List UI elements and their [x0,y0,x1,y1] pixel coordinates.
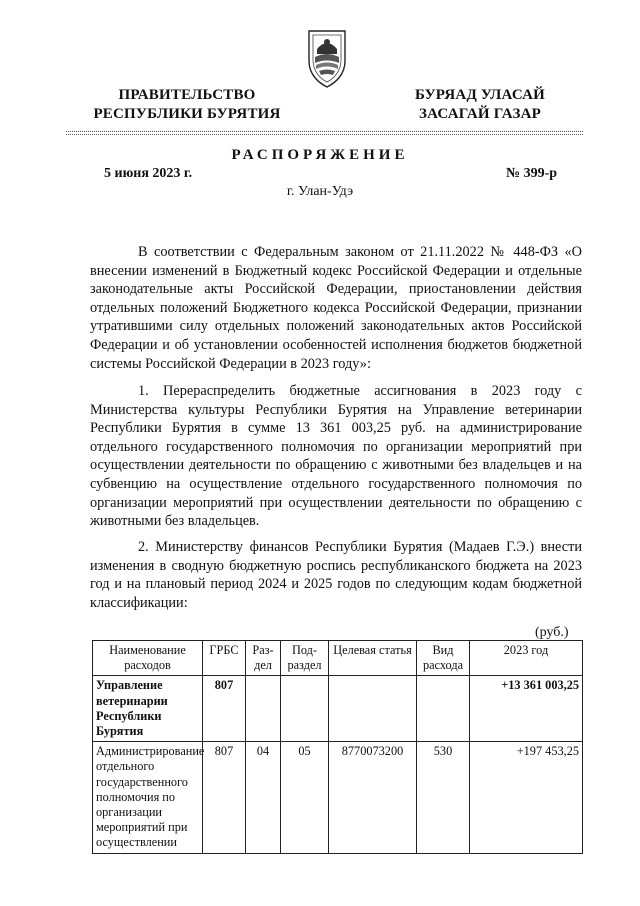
order-city: г. Улан-Удэ [286,184,354,199]
order-date: 5 июня 2023 г. [104,166,193,181]
table-header-row [93,641,583,676]
row-target [329,676,417,742]
row-target: 8770073200 [329,742,417,853]
header-divider-bottom [66,134,583,135]
header-target: Целевая статья [329,641,417,676]
budget-table [92,640,583,854]
row-name: Управление ветеринарии Республики Бурятия [93,676,203,742]
row-vid [417,676,470,742]
government-name-line2: РЕСПУБЛИКИ БУРЯТИЯ [93,106,281,122]
currency-unit-label: (руб.) [535,625,569,640]
government-name-buryat-line2: ЗАСАГАЙ ГАЗАР [419,106,541,122]
row-grbs: 807 [203,676,246,742]
header-podrazdel: Под-раздел [281,641,329,676]
item-1-paragraph: 1. Перераспределить бюджетные ассигнования в 2023 году с Министерства культуры Республики Бурятия на Управление ветеринарии Республики Бурятия в сумме 13 361 003,25 руб. на администрирование отдельного государственного полномочия по организации мероприятий при осуществлении деятельности по обращению с животными без владельцев и на субвенцию на осуществление отдельного государственного полномочия по организации мероприятий при осуществлении деятельности по обращению с животными без владельцев. [90,383,582,530]
header-year: 2023 год [470,641,583,676]
row-amount: +197 453,25 [470,742,583,853]
table-row [93,742,583,853]
header-divider-top [66,131,583,132]
item-2-paragraph: 2. Министерству финансов Республики Бурятия (Мадаев Г.Э.) внести изменения в сводную бюджетную роспись республиканского бюджета на 2023 год и на плановый период 2024 и 2025 годов по следующим кодам бюджетной классификации: [90,539,582,611]
row-vid: 530 [417,742,470,853]
order-number: № 399-р [506,166,558,181]
row-name: Администрирование отдельного государственного полномочия по организации мероприятий при осуществлении [93,742,203,853]
government-name-buryat [400,86,560,124]
government-name-line1: ПРАВИТЕЛЬСТВО [118,87,256,103]
preamble-paragraph: В соответствии с Федеральным законом от 21.11.2022 № 448-ФЗ «О внесении изменений в Бюджетный кодекс Российской Федерации и отдельные законодательные акты Российской Федерации, приостановлении действия отдельных положений Бюджетного кодекса Российской Федерации, признании утратившими силу отдельных положений законодательных актов Российской Федерации и об установлении особенностей исполнения бюджетов бюджетной системы Российской Федерации в 2023 году»: [90,244,582,372]
row-amount: +13 361 003,25 [470,676,583,742]
header-grbs: ГРБС [203,641,246,676]
header-vid: Вид расхода [417,641,470,676]
row-grbs: 807 [203,742,246,853]
row-razdel: 04 [246,742,281,853]
coat-of-arms-emblem [303,27,351,89]
row-razdel [246,676,281,742]
government-name-russian [82,86,292,124]
row-podrazdel [281,676,329,742]
order-title: РАСПОРЯЖЕНИЕ [231,147,409,163]
row-podrazdel: 05 [281,742,329,853]
header-name: Наименование расходов [93,641,203,676]
table-row [93,676,583,742]
government-name-buryat-line1: БУРЯАД УЛАСАЙ [414,87,546,103]
header-razdel: Раз-дел [246,641,281,676]
